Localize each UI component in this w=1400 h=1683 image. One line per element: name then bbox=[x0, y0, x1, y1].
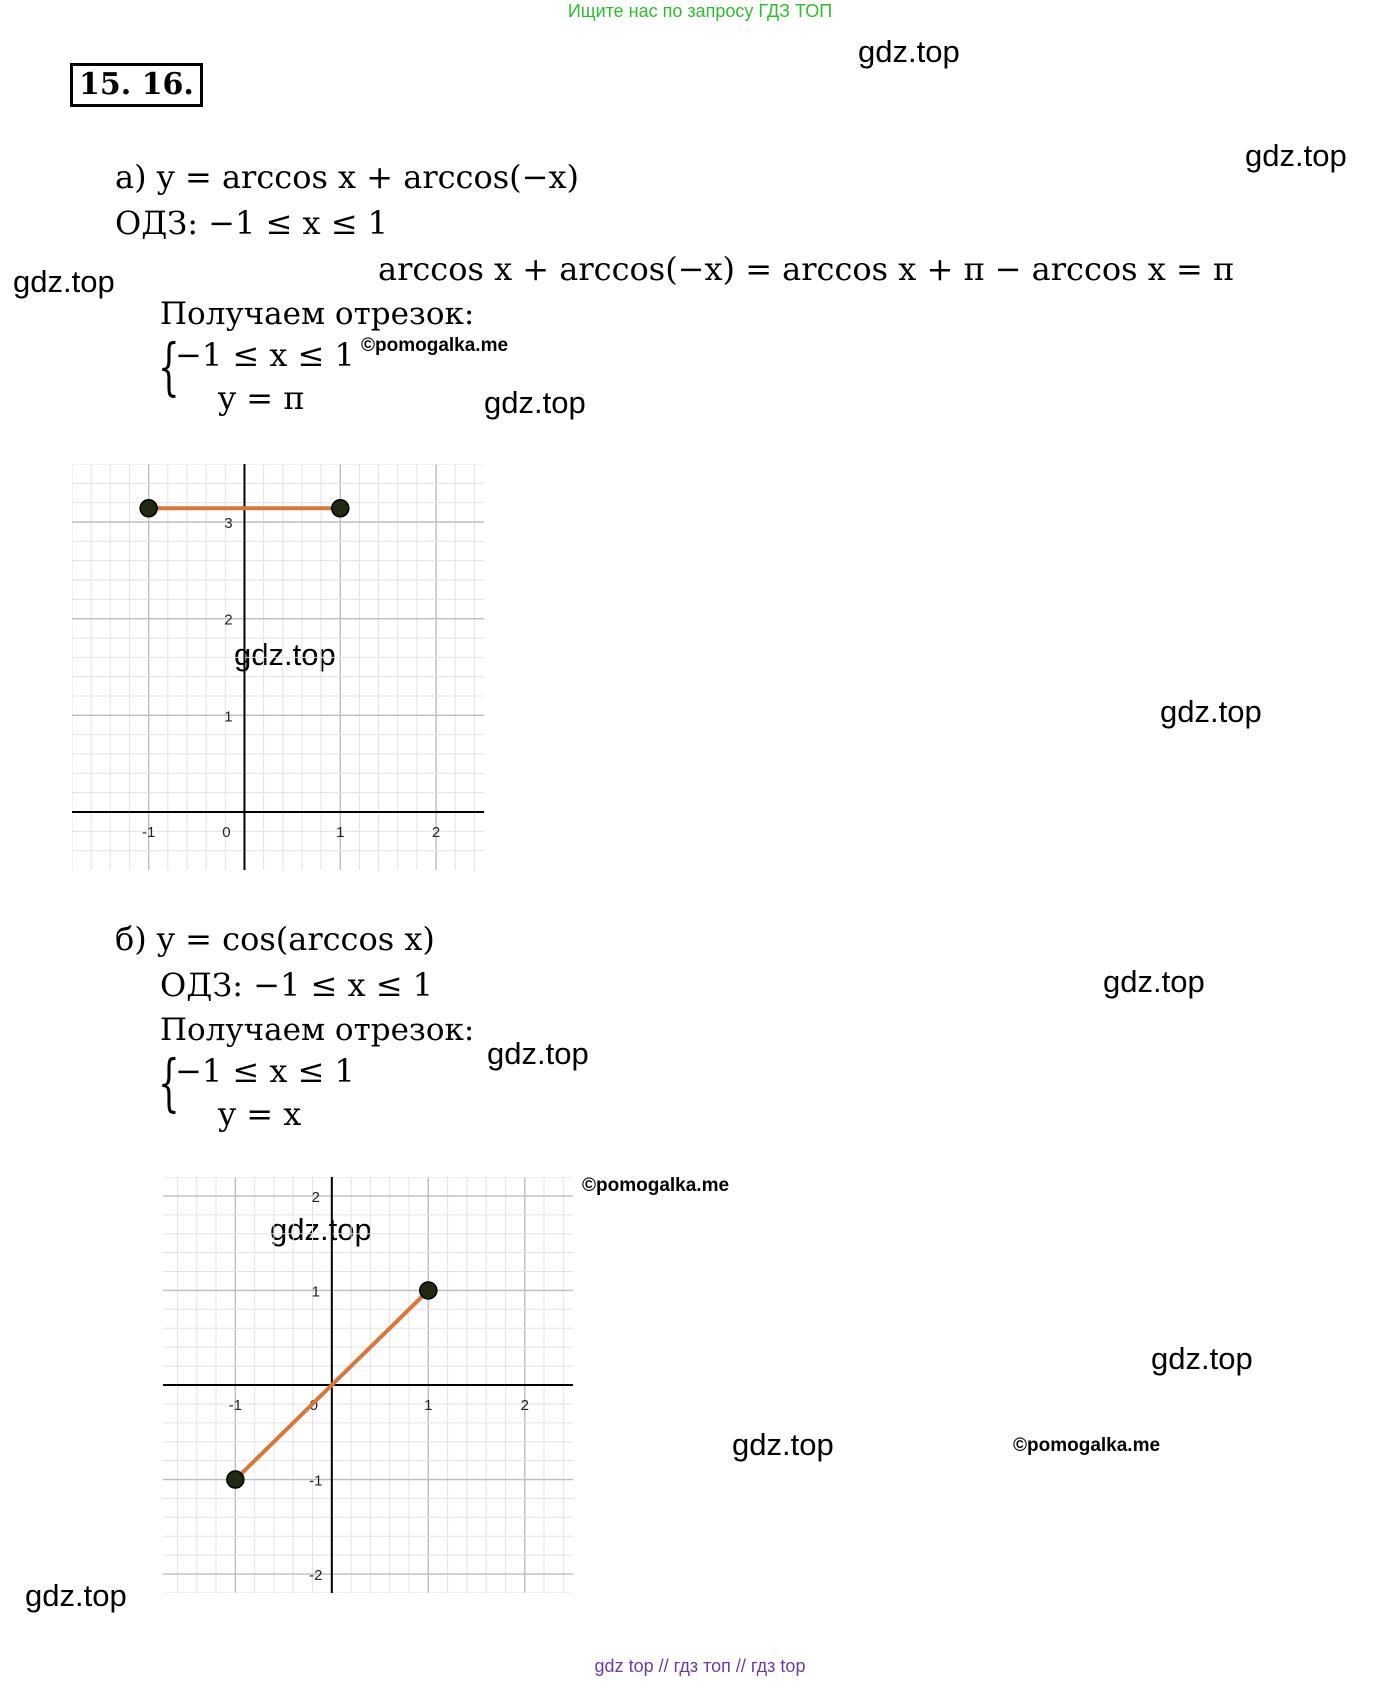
footer-links: gdz top // гдз топ // гдз top bbox=[594, 1656, 806, 1676]
copyright-mark: ©pomogalka.me bbox=[582, 1175, 730, 1196]
x-tick-label: 0 bbox=[309, 1397, 318, 1414]
watermark: gdz.top bbox=[1160, 694, 1262, 729]
part-b-system-line2: y = x bbox=[218, 1095, 302, 1133]
watermark: gdz.top bbox=[487, 1036, 589, 1071]
part-b-function: б) y = cos(arccos x) bbox=[115, 920, 435, 958]
part-a-system-line1: −1 ≤ x ≤ 1 bbox=[175, 336, 355, 374]
endpoint bbox=[420, 1282, 437, 1299]
x-tick-label: 2 bbox=[520, 1397, 529, 1414]
part-b-result-label: Получаем отрезок: bbox=[160, 1012, 475, 1048]
watermark: gdz.top bbox=[25, 1578, 127, 1613]
watermark: gdz.top bbox=[13, 264, 115, 299]
x-tick-label: -1 bbox=[141, 824, 156, 841]
watermark: gdz.top bbox=[732, 1427, 834, 1462]
chart-a bbox=[72, 464, 484, 870]
x-tick-label: 1 bbox=[424, 1397, 433, 1414]
endpoint bbox=[227, 1471, 244, 1488]
problem-number: 15. 16. bbox=[70, 63, 203, 107]
watermark: gdz.top bbox=[858, 34, 960, 69]
y-tick-label: 1 bbox=[224, 708, 233, 726]
part-a-function: а) y = arccos x + arccos(−x) bbox=[115, 158, 579, 196]
part-a-domain: ОДЗ: −1 ≤ x ≤ 1 bbox=[115, 204, 389, 242]
endpoint bbox=[140, 500, 157, 517]
watermark: gdz.top bbox=[484, 385, 586, 420]
y-tick-label: 1 bbox=[311, 1283, 320, 1301]
y-tick-label: 3 bbox=[224, 515, 233, 532]
top-banner: Ищите нас по запросу ГДЗ ТОП bbox=[567, 1, 833, 21]
part-a-system-line2: y = π bbox=[218, 379, 305, 417]
system-brace: { bbox=[158, 330, 180, 403]
endpoint bbox=[332, 500, 349, 517]
system-brace: { bbox=[158, 1046, 180, 1119]
x-tick-label: 2 bbox=[431, 824, 441, 841]
watermark: gdz.top bbox=[234, 637, 336, 672]
copyright-mark: ©pomogalka.me bbox=[361, 335, 509, 356]
y-tick-label: -1 bbox=[309, 1472, 323, 1490]
y-tick-label: -2 bbox=[309, 1567, 323, 1585]
y-tick-label: 2 bbox=[311, 1188, 320, 1206]
copyright-mark: ©pomogalka.me bbox=[1013, 1435, 1161, 1456]
part-b-system-line1: −1 ≤ x ≤ 1 bbox=[175, 1052, 355, 1090]
part-a-result-label: Получаем отрезок: bbox=[160, 296, 475, 332]
watermark: gdz.top bbox=[270, 1212, 372, 1247]
chart-b bbox=[163, 1177, 573, 1593]
x-tick-label: 1 bbox=[336, 824, 345, 841]
y-tick-label: 2 bbox=[224, 611, 233, 629]
x-tick-label: 0 bbox=[222, 824, 231, 841]
x-tick-label: -1 bbox=[228, 1397, 243, 1414]
part-b-domain: ОДЗ: −1 ≤ x ≤ 1 bbox=[160, 966, 434, 1004]
part-a-simplification: arccos x + arccos(−x) = arccos x + π − arccos x = π bbox=[378, 250, 1234, 288]
watermark: gdz.top bbox=[1151, 1341, 1253, 1376]
watermark: gdz.top bbox=[1103, 964, 1205, 999]
watermark: gdz.top bbox=[1245, 138, 1347, 173]
